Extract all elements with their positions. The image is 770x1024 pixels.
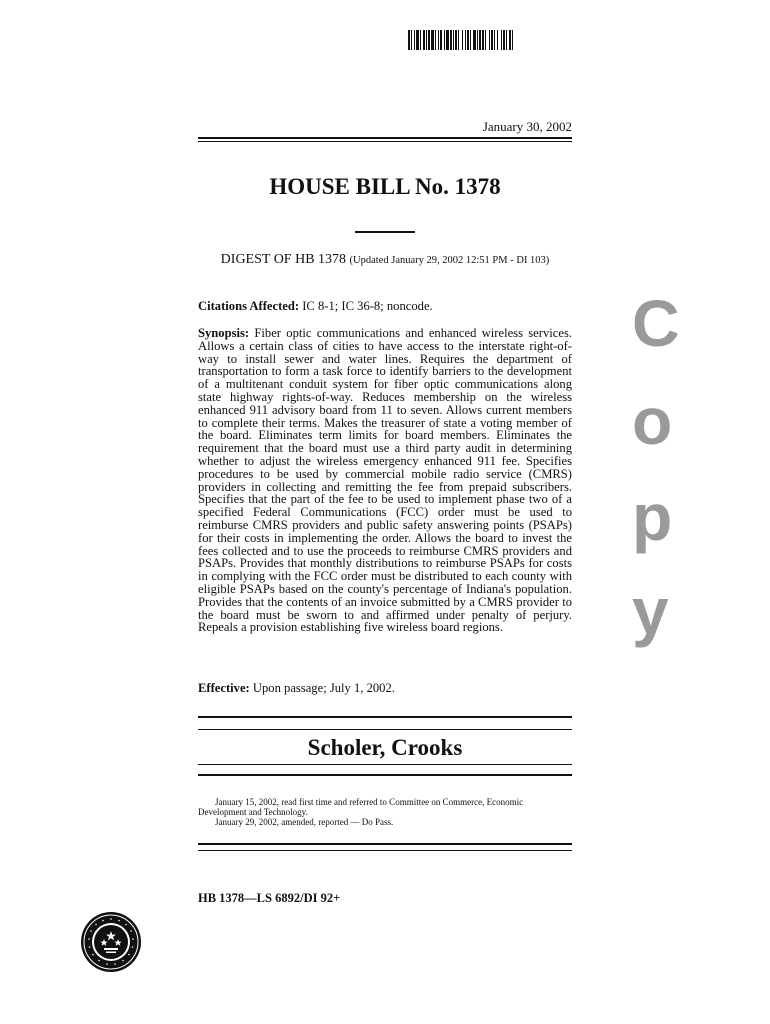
citations-text: IC 8-1; IC 36-8; noncode.: [299, 299, 433, 313]
synopsis-paragraph: [198, 327, 572, 634]
effective-paragraph: [198, 682, 572, 695]
history-entry-2: January 29, 2002, amended, reported — Do Pass.: [215, 817, 394, 827]
divider-bottom-1: [198, 843, 572, 845]
digest-label: DIGEST OF HB 1378: [220, 252, 347, 267]
barcode-icon: [408, 30, 590, 50]
citations-label: Citations Affected:: [198, 299, 300, 313]
citations-paragraph: [198, 300, 572, 313]
synopsis-label: Synopsis:: [198, 326, 250, 340]
sponsors: Scholer, Crooks: [307, 735, 463, 760]
divider-sponsors-3: [198, 764, 572, 765]
divider-bottom-2: [198, 850, 572, 851]
watermark-letter-y: y: [632, 574, 669, 648]
digest-update: (Updated January 29, 2002 12:51 PM - DI 103): [349, 255, 550, 266]
divider-top-2: [198, 141, 572, 142]
bill-date: January 30, 2002: [482, 119, 572, 134]
bill-code: HB 1378—LS 6892/DI 92+: [198, 891, 341, 905]
watermark-letter-p: p: [632, 480, 673, 554]
bill-title: HOUSE BILL No. 1378: [269, 174, 501, 199]
synopsis-text: Fiber optic communications and enhanced wireless services. Allows a certain class of cities to have access to the interstate right-of-way to install sewer and water lines. Requires the department of transportation to form a task force to identify barriers to the development of a multitenant conduit system for fiber optic communications along state highway rights-of-way. Reduces membership on the wireless enhanced 911 advisory board from 11 to seven. Allows current members to complete their terms. Makes the treasurer of state a voting member of the board. Eliminates term limits for board members. Eliminates the requirement that the board must use a third party audit in determining whether to adjust the wireless emergency enhanced 911 fee. Specifies procedures to be used by commercial mobile radio service (CMRS) providers in collecting and remitting the fee from prepaid subscribers. Specifies that the part of the fee to be used to implement phase two of a specified Federal Communications (FCC) order must be used to reimburse CMRS providers and public safety answering points (PSAPs) for their costs in implementing the order. Allows the board to invest the fees collected and to use the proceeds to reimburse CMRS providers and PSAPs. Provides that monthly distributions to reimburse PSAPs for costs in complying with the FCC order must be distributed to each county with eligible PSAPs based on the county's percentage of Indiana's population. Provides that the contents of an invoice submitted by a CMRS provider to the board must be sworn to and affirmed under penalty of perjury. Repeals a provision establishing five wireless board regions.: [198, 326, 572, 635]
history-entry-1: January 15, 2002, read first time and referred to Committee on Commerce, Economic Development and Technology.: [198, 797, 524, 817]
watermark-letter-c: C: [632, 286, 680, 360]
divider-sponsors-1: [198, 716, 572, 718]
watermark-letter-o: o: [632, 384, 673, 458]
effective-text: Upon passage; July 1, 2002.: [249, 681, 395, 695]
state-seal-icon: [80, 911, 142, 973]
digest-heading: [198, 252, 572, 268]
divider-sponsors-4: [198, 774, 572, 776]
effective-label: Effective:: [198, 681, 250, 695]
title-underline: [355, 231, 415, 233]
divider-top-1: [198, 137, 572, 139]
divider-sponsors-2: [198, 729, 572, 730]
